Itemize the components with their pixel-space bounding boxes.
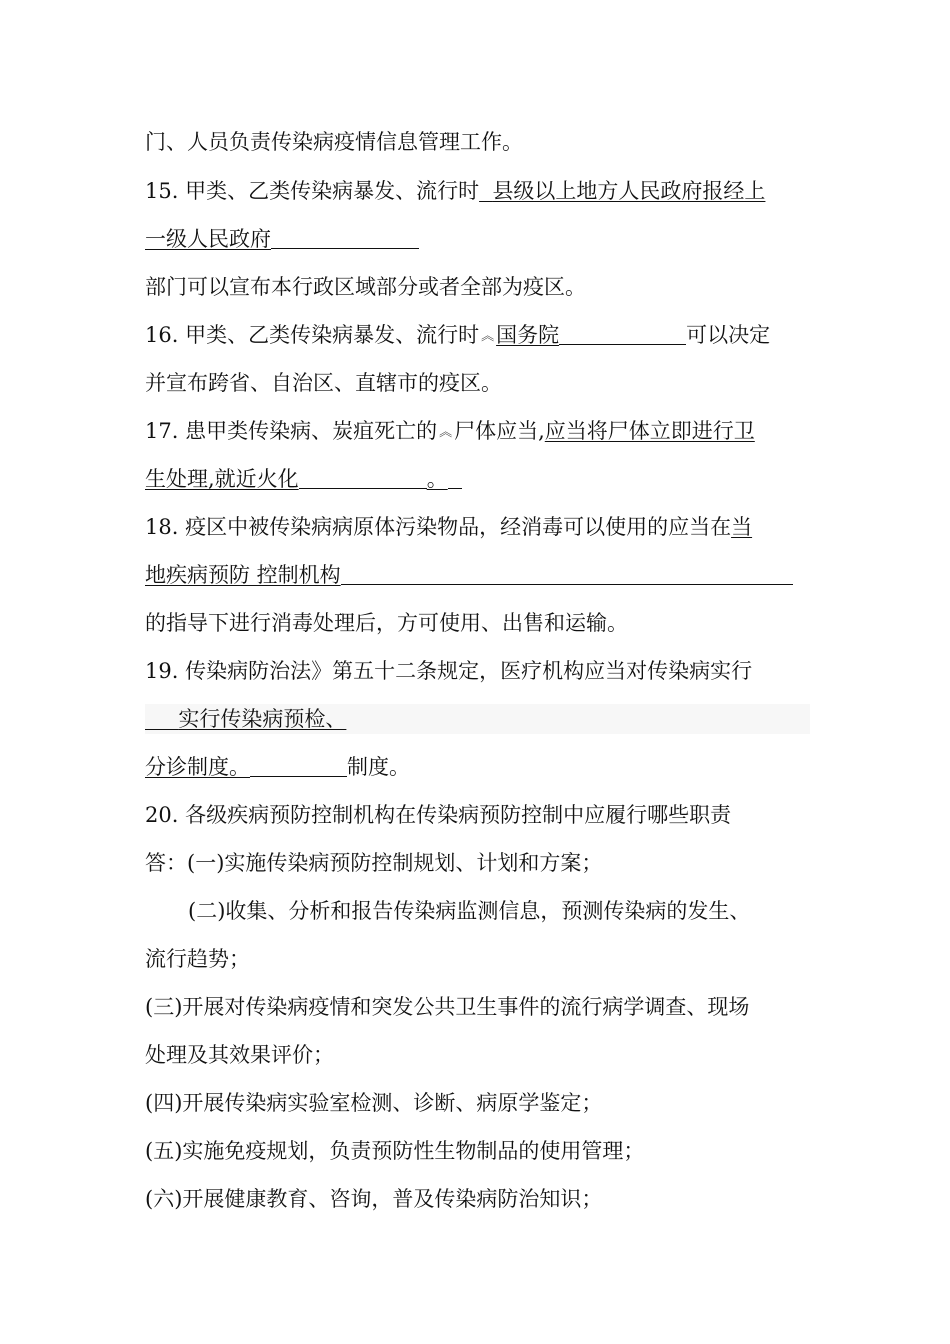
answer-17-part1: 应当将尸体立即进行卫 [544, 419, 755, 443]
question-19: 19. 传染病防治法》第五十二条规定，医疗机构应当对传染病实行 [145, 659, 753, 683]
answer-blank [271, 226, 419, 249]
answer-17-part2: 生处理,就近火化 [145, 467, 299, 491]
answer-16: ︽国务院 [479, 323, 559, 347]
text-line: 部门可以宣布本行政区域部分或者全部为疫区。 [145, 275, 586, 299]
answer-blank [250, 754, 347, 777]
answer-20-item-4: (四)开展传染病实验室检测、诊断、病原学鉴定； [145, 1091, 603, 1115]
answer-19-part2: 分诊制度。 [145, 755, 250, 779]
question-19-cont [145, 704, 810, 734]
text-line: 门、人员负责传染病疫情信息管理工作。 [145, 130, 523, 154]
question-16: 16. 甲类、乙类传染病暴发、流行时 ︽国务院 可以决定 [145, 320, 810, 352]
question-17: 17. 患甲类传染病、炭疽死亡的 ︽尸体应当,应当将尸体立即进行卫 [145, 416, 810, 448]
question-15: 15. 甲类、乙类传染病暴发、流行时 县级以上地方人民政府报经上 [145, 179, 766, 203]
answer-blank [299, 466, 427, 489]
question-18: 18. 疫区中被传染病病原体污染物品，经消毒可以使用的应当在当 [145, 515, 753, 539]
answer-blank [341, 562, 793, 585]
text-line: 的指导下进行消毒处理后，方可使用、出售和运输。 [145, 611, 628, 635]
answer-20-item-1: 答：(一)实施传染病预防控制规划、计划和方案； [145, 851, 603, 875]
question-15-cont [145, 224, 810, 254]
question-17-cont: 生处理,就近火化 。 [145, 464, 810, 494]
text-line: 并宣布跨省、自治区、直辖市的疫区。 [145, 371, 502, 395]
answer-20-item-2: (二)收集、分析和报告传染病监测信息，预测传染病的发生、 [188, 899, 751, 923]
answer-20-item-5: (五)实施免疫规划，负责预防性生物制品的使用管理； [145, 1139, 645, 1163]
answer-18-part1: 当 [731, 515, 753, 539]
answer-blank [559, 322, 686, 345]
answer-15-part2: 一级人民政府 [145, 227, 271, 251]
text-line: 流行趋势； [145, 947, 250, 971]
question-19-end: 分诊制度。 制度。 [145, 755, 410, 779]
answer-18-part2: 地疾病预防 控制机构 [145, 563, 341, 587]
double-caret-icon: ︽ [439, 425, 453, 440]
answer-19-part1: 实行传染病预检、 [178, 707, 347, 731]
question-18-cont [145, 560, 810, 590]
answer-blank [448, 466, 462, 489]
double-caret-icon: ︽ [481, 329, 495, 344]
question-20: 20. 各级疾病预防控制机构在传染病预防控制中应履行哪些职责 [145, 803, 732, 827]
answer-15-part1: 县级以上地方人民政府报经上 [492, 179, 766, 203]
answer-20-item-3: (三)开展对传染病疫情和突发公共卫生事件的流行病学调查、现场 [145, 995, 750, 1019]
answer-20-item-6: (六)开展健康教育、咨询，普及传染病防治知识； [145, 1187, 603, 1211]
text-line: 处理及其效果评价； [145, 1043, 334, 1067]
